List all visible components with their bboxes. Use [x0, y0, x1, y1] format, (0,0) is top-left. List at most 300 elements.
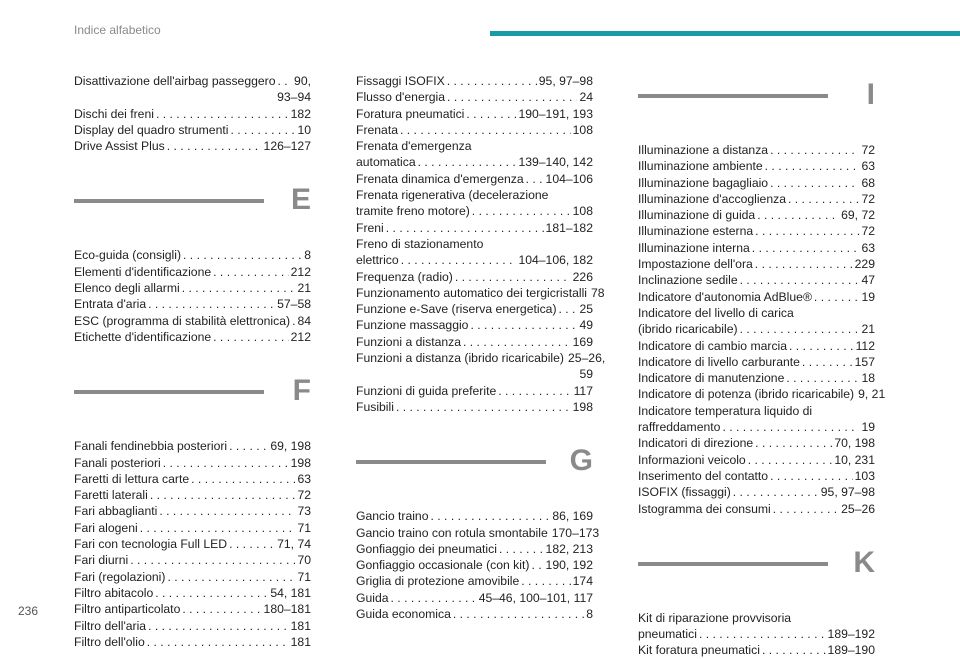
entry-page-ref: 189–190	[827, 643, 875, 658]
index-entry	[638, 435, 875, 451]
index-column-1	[74, 73, 311, 650]
entry-term: ISOFIX (fissaggi)	[638, 485, 731, 500]
index-entry	[74, 552, 311, 568]
entry-page-ref: 84	[297, 313, 311, 328]
entry-page-ref: 57–58	[277, 297, 311, 312]
entry-page-ref: 71	[297, 569, 311, 584]
entry-term: Funzioni a distanza (ibrido ricaricabile)	[356, 351, 564, 366]
entry-leader-dots	[786, 370, 859, 386]
entry-term: tramite freno motore)	[356, 204, 470, 219]
entry-leader-dots	[748, 452, 833, 468]
entry-page-ref: 8	[304, 248, 311, 263]
index-entry	[638, 468, 875, 484]
entry-term: ESC (programma di stabilità elettronica)	[74, 313, 291, 328]
index-entry	[74, 536, 311, 552]
entry-page-ref-continued: 59	[579, 367, 593, 382]
entry-page-ref: 169	[572, 334, 593, 349]
entry-term: Indicatore di cambio marcia	[638, 338, 788, 353]
index-entry	[638, 484, 875, 500]
index-entry	[356, 154, 593, 170]
index-column-2	[356, 73, 606, 622]
index-entry	[74, 73, 311, 89]
entry-leader-dots	[752, 240, 860, 256]
entry-term: automatica	[356, 155, 416, 170]
index-entry	[74, 601, 311, 617]
entry-page-ref: 72	[861, 224, 875, 239]
entry-page-ref: 78	[591, 285, 605, 300]
index-entry-heading: Indicatore temperatura liquido di	[638, 403, 813, 418]
entry-term: Illuminazione bagagliaio	[638, 175, 769, 190]
entry-term: Indicatore di livello carburante	[638, 354, 800, 369]
entry-leader-dots	[230, 122, 295, 138]
entry-leader-dots	[148, 296, 275, 312]
entry-leader-dots	[292, 313, 295, 329]
entry-term: Freni	[356, 220, 384, 235]
section-header-g	[356, 439, 593, 494]
entry-page-ref: 68	[861, 175, 875, 190]
index-entry	[356, 573, 593, 589]
entry-page-ref: 181	[290, 618, 311, 633]
entry-term: Flusso d'energia	[356, 90, 446, 105]
entry-term: Entrata d'aria	[74, 297, 147, 312]
index-entry	[638, 289, 875, 305]
entry-page-ref-continued: 93–94	[277, 90, 311, 105]
index-entry	[356, 203, 593, 219]
entry-leader-dots	[770, 142, 859, 158]
index-entry	[74, 264, 311, 280]
section-letter: K	[853, 545, 875, 579]
entry-leader-dots	[802, 354, 853, 370]
entry-leader-dots	[182, 280, 296, 296]
entry-page-ref: 70	[297, 553, 311, 568]
entry-term: Guida	[356, 590, 389, 605]
index-entry	[356, 317, 593, 333]
index-entry	[638, 419, 875, 435]
entry-term: Etichette d'identificazione	[74, 329, 212, 344]
index-entry	[638, 207, 875, 223]
entry-leader-dots	[401, 252, 517, 268]
entry-page-ref: 71	[297, 520, 311, 535]
entry-leader-dots	[147, 634, 289, 650]
entry-page-ref: 108	[572, 122, 593, 137]
entry-page-ref: 10, 231	[834, 452, 875, 467]
entry-page-ref: 9, 21	[858, 387, 886, 402]
entry-leader-dots	[472, 203, 571, 219]
entry-leader-dots	[455, 269, 571, 285]
entry-leader-dots	[148, 618, 289, 634]
entry-page-ref: 25–26,	[567, 351, 606, 366]
entry-term: Fari (regolazioni)	[74, 569, 166, 584]
entry-page-ref: 190–191, 193	[518, 106, 593, 121]
section-header-e	[74, 178, 311, 233]
entry-page-ref: 170–173	[551, 525, 600, 540]
entry-page-ref: 54, 181	[270, 585, 311, 600]
entry-page-ref: 72	[861, 191, 875, 206]
entry-leader-dots	[431, 508, 551, 524]
entry-page-ref: 226	[572, 269, 593, 284]
entry-page-ref: 18	[861, 371, 875, 386]
entry-leader-dots	[163, 455, 289, 471]
entry-term: Fanali posteriori	[74, 455, 161, 470]
entry-term: Illuminazione d'accoglienza	[638, 191, 786, 206]
index-entry	[356, 285, 605, 301]
entry-page-ref: 8	[586, 607, 593, 622]
index-entry	[356, 252, 593, 268]
index-entry	[74, 329, 311, 345]
entry-term: Eco-guida (consigli)	[74, 248, 182, 263]
page-number: 236	[18, 604, 39, 618]
index-entry	[356, 73, 593, 89]
entry-leader-dots	[521, 573, 570, 589]
entry-term: Fari diurni	[74, 553, 129, 568]
entry-term: Istogramma dei consumi	[638, 501, 771, 516]
entry-leader-dots	[229, 536, 275, 552]
index-entry	[74, 122, 311, 138]
entry-term: Elementi d'identificazione	[74, 264, 212, 279]
entry-term: Gancio traino	[356, 509, 429, 524]
index-entry	[638, 452, 875, 468]
index-entry	[74, 618, 311, 634]
index-entry	[356, 269, 593, 285]
index-entry-heading: Frenata d'emergenza	[356, 139, 472, 154]
entry-term: elettrico	[356, 253, 399, 268]
entry-leader-dots	[278, 73, 293, 89]
entry-leader-dots	[391, 590, 477, 606]
index-entry-heading: Kit di riparazione provvisoria	[638, 610, 792, 625]
entry-leader-dots	[140, 520, 296, 536]
entry-page-ref: 181	[290, 634, 311, 649]
entry-term: Fissaggi ISOFIX	[356, 74, 445, 88]
index-entry	[638, 223, 875, 239]
entry-page-ref: 24	[579, 90, 593, 105]
entry-term: Indicatore di manutenzione	[638, 371, 785, 386]
entry-leader-dots	[167, 138, 262, 154]
index-entry	[74, 471, 311, 487]
entry-term: Filtro antiparticolato	[74, 602, 181, 617]
entry-leader-dots	[155, 585, 268, 601]
index-entry	[74, 438, 311, 454]
index-entry	[356, 220, 593, 236]
entry-term: Disattivazione dell'airbag passeggero	[74, 74, 276, 88]
entry-term: Gonfiaggio occasionale (con kit)	[356, 558, 530, 573]
index-entry	[638, 272, 875, 288]
entry-leader-dots	[150, 487, 296, 503]
entry-leader-dots	[814, 289, 860, 305]
index-entry	[638, 370, 875, 386]
index-entry	[356, 508, 593, 524]
entry-term: Illuminazione di guida	[638, 208, 756, 223]
entry-term: Fari alogeni	[74, 520, 138, 535]
entry-term: Frequenza (radio)	[356, 269, 453, 284]
entry-leader-dots	[167, 569, 295, 585]
entry-page-ref: 117	[573, 383, 593, 398]
index-entry	[74, 634, 311, 650]
entry-page-ref: 25–26	[841, 501, 875, 516]
entry-leader-dots	[130, 552, 295, 568]
index-entry	[638, 158, 875, 174]
section-header-f	[74, 369, 311, 424]
section-letter: G	[569, 444, 593, 478]
index-entry	[638, 142, 875, 158]
entry-leader-dots	[789, 338, 854, 354]
entry-term: Funzione e-Save (riserva energetica)	[356, 302, 557, 317]
index-entry	[356, 606, 593, 622]
entry-leader-dots	[213, 329, 289, 345]
index-entry-heading: Freno di stazionamento	[356, 236, 484, 251]
entry-term: raffreddamento	[638, 420, 721, 435]
entry-term: Fari con tecnologia Full LED	[74, 537, 228, 552]
entry-leader-dots	[447, 89, 577, 105]
index-entry	[356, 541, 593, 557]
entry-term: Filtro abitacolo	[74, 585, 154, 600]
entry-page-ref: 212	[290, 264, 311, 279]
section-divider	[356, 460, 546, 464]
index-entry	[638, 354, 875, 370]
entry-leader-dots	[156, 106, 289, 122]
entry-page-ref: 49	[579, 318, 593, 333]
index-entry	[638, 175, 875, 191]
section-letter: F	[292, 374, 311, 408]
entry-leader-dots	[159, 503, 295, 519]
entry-page-ref: 157	[854, 354, 875, 369]
entry-leader-dots	[740, 272, 860, 288]
entry-term: Indicatori di direzione	[638, 436, 754, 451]
entry-term: Illuminazione esterna	[638, 224, 754, 239]
entry-term: Impostazione dell'ora	[638, 257, 753, 272]
entry-page-ref: 90,	[294, 74, 311, 88]
entry-term: Guida economica	[356, 607, 451, 622]
entry-leader-dots	[213, 264, 289, 280]
entry-page-ref: 104–106	[545, 171, 593, 186]
entry-page-ref: 63	[861, 159, 875, 174]
index-entry	[356, 171, 593, 187]
entry-term: Inserimento del contatto	[638, 468, 769, 483]
index-entry	[74, 296, 311, 312]
entry-leader-dots	[526, 171, 544, 187]
entry-leader-dots	[418, 154, 517, 170]
section-letter: E	[290, 183, 311, 217]
index-entry	[638, 321, 875, 337]
index-entry	[74, 520, 311, 536]
entry-leader-dots	[755, 435, 832, 451]
index-entry	[638, 642, 875, 658]
index-entry	[638, 338, 875, 354]
entry-term: Illuminazione ambiente	[638, 159, 763, 174]
index-entry	[74, 138, 311, 154]
entry-term: Gancio traino con rotula smontabile	[356, 525, 548, 540]
index-entry	[74, 585, 311, 601]
entry-page-ref: 45–46, 100–101, 117	[478, 590, 593, 605]
entry-page-ref: 19	[861, 420, 875, 435]
entry-page-ref: 95, 97–98	[538, 74, 593, 88]
entry-leader-dots	[182, 601, 261, 617]
entry-leader-dots	[755, 256, 853, 272]
index-entry	[74, 247, 311, 263]
entry-page-ref: 103	[854, 468, 875, 483]
entry-leader-dots	[740, 321, 860, 337]
index-entry	[356, 399, 593, 415]
entry-page-ref: 47	[861, 273, 875, 288]
entry-term: Drive Assist Plus	[74, 139, 165, 154]
section-header-k	[638, 541, 875, 596]
entry-leader-dots	[773, 501, 839, 517]
entry-page-ref: 190, 192	[545, 558, 593, 573]
entry-leader-dots	[770, 468, 853, 484]
entry-term: Griglia di protezione amovibile	[356, 574, 520, 589]
header-title: Indice alfabetico	[74, 23, 161, 37]
index-entry	[356, 89, 593, 105]
index-entry	[356, 122, 593, 138]
entry-leader-dots	[559, 301, 578, 317]
entry-term: Dischi dei freni	[74, 106, 154, 121]
entry-page-ref: 189–192	[827, 627, 875, 642]
entry-term: Filtro dell'aria	[74, 618, 147, 633]
entry-page-ref: 174	[572, 574, 593, 589]
entry-page-ref: 63	[297, 471, 311, 486]
entry-term: Funzione massaggio	[356, 318, 469, 333]
entry-term: Funzionamento automatico dei tergicristalli	[356, 285, 587, 300]
entry-page-ref: 212	[290, 329, 311, 344]
entry-leader-dots	[466, 106, 516, 122]
index-entry	[74, 455, 311, 471]
entry-page-ref: 73	[297, 504, 311, 519]
entry-term: pneumatici	[638, 627, 697, 642]
entry-page-ref: 108	[572, 204, 593, 219]
section-divider	[74, 390, 264, 394]
entry-page-ref: 25	[579, 302, 593, 317]
entry-leader-dots	[499, 541, 544, 557]
entry-term: Indicatore di potenza (ibrido ricaricabile)	[638, 387, 855, 402]
entry-page-ref: 182, 213	[545, 541, 593, 556]
index-entry	[638, 191, 875, 207]
entry-term: Funzioni di guida preferite	[356, 383, 497, 398]
entry-page-ref: 229	[854, 257, 875, 272]
entry-leader-dots	[498, 383, 571, 399]
index-entry	[356, 350, 606, 366]
entry-page-ref: 63	[861, 240, 875, 255]
index-entry	[638, 501, 875, 517]
entry-leader-dots	[733, 484, 819, 500]
index-entry	[74, 569, 311, 585]
entry-term: Gonfiaggio dei pneumatici	[356, 541, 497, 556]
index-entry	[356, 590, 593, 606]
entry-term: Illuminazione interna	[638, 240, 750, 255]
entry-page-ref: 72	[297, 488, 311, 503]
entry-page-ref: 198	[290, 455, 311, 470]
entry-leader-dots	[755, 223, 859, 239]
entry-page-ref: 180–181	[263, 602, 311, 617]
index-entry	[356, 383, 593, 399]
entry-leader-dots	[770, 175, 859, 191]
entry-leader-dots	[463, 334, 571, 350]
entry-leader-dots	[453, 606, 584, 622]
entry-leader-dots	[722, 419, 859, 435]
index-entry	[74, 280, 311, 296]
section-letter: I	[866, 78, 875, 111]
index-entry	[356, 557, 593, 573]
index-entry-heading: Indicatore del livello di carica	[638, 305, 794, 320]
entry-page-ref: 86, 169	[552, 509, 593, 524]
index-entry	[638, 386, 886, 402]
entry-page-ref: 69, 198	[270, 439, 311, 454]
entry-page-ref: 139–140, 142	[518, 155, 593, 170]
entry-leader-dots	[191, 471, 295, 487]
entry-page-ref: 182	[290, 106, 311, 121]
entry-term: Informazioni veicolo	[638, 452, 746, 467]
entry-term: Frenata dinamica d'emergenza	[356, 171, 524, 186]
entry-term: Filtro dell'olio	[74, 634, 145, 649]
entry-term: Inclinazione sedile	[638, 273, 738, 288]
entry-page-ref: 19	[861, 289, 875, 304]
entry-term: Faretti di lettura carte	[74, 471, 190, 486]
entry-page-ref: 181–182	[545, 220, 593, 235]
entry-page-ref: 112	[855, 338, 875, 353]
entry-page-ref: 10	[297, 122, 311, 137]
entry-leader-dots	[762, 642, 826, 658]
index-entry	[638, 256, 875, 272]
section-divider	[638, 94, 828, 98]
entry-term: Fari abbaglianti	[74, 504, 158, 519]
entry-leader-dots	[788, 191, 859, 207]
entry-term: Fanali fendinebbia posteriori	[74, 439, 228, 454]
entry-term: Funzioni a distanza	[356, 334, 462, 349]
index-entry	[74, 503, 311, 519]
entry-leader-dots	[447, 73, 537, 89]
entry-page-ref: 72	[861, 143, 875, 157]
entry-term: Display del quadro strumenti	[74, 122, 229, 137]
index-entry	[74, 487, 311, 503]
entry-leader-dots	[531, 557, 543, 573]
index-entry	[356, 334, 593, 350]
entry-page-ref: 71, 74	[277, 537, 311, 552]
entry-term: Foratura pneumatici	[356, 106, 465, 121]
entry-page-ref: 95, 97–98	[820, 485, 875, 500]
entry-leader-dots	[400, 122, 571, 138]
entry-page-ref: 198	[572, 399, 593, 414]
entry-leader-dots	[765, 158, 860, 174]
section-divider	[74, 199, 264, 203]
entry-page-ref: 69, 72	[841, 208, 875, 223]
section-divider	[638, 562, 828, 566]
entry-term: Faretti laterali	[74, 488, 148, 503]
index-entry	[356, 106, 593, 122]
entry-page-ref: 21	[297, 281, 311, 296]
index-entry	[74, 313, 311, 329]
index-entry	[638, 240, 875, 256]
entry-leader-dots	[396, 399, 571, 415]
entry-term: Fusibili	[356, 399, 394, 414]
entry-term: Elenco degli allarmi	[74, 281, 180, 296]
entry-leader-dots	[229, 438, 268, 454]
entry-term: Kit foratura pneumatici	[638, 643, 760, 658]
index-column-3	[638, 73, 886, 659]
entry-leader-dots	[386, 220, 544, 236]
header-accent-bar	[490, 31, 960, 36]
index-entry	[356, 525, 600, 541]
entry-page-ref: 104–106, 182	[518, 253, 593, 268]
entry-term: (ibrido ricaricabile)	[638, 322, 738, 337]
entry-leader-dots	[470, 317, 577, 333]
entry-page-ref: 70, 198	[834, 436, 875, 451]
entry-term: Frenata	[356, 122, 399, 137]
entry-leader-dots	[183, 247, 302, 263]
entry-term: Indicatore d'autonomia AdBlue®	[638, 289, 812, 304]
entry-term: Illuminazione a distanza	[638, 143, 769, 157]
index-entry-heading: Frenata rigenerativa (decelerazione	[356, 188, 549, 203]
index-entry	[74, 106, 311, 122]
entry-page-ref: 126–127	[263, 139, 311, 154]
entry-page-ref: 21	[861, 322, 875, 337]
